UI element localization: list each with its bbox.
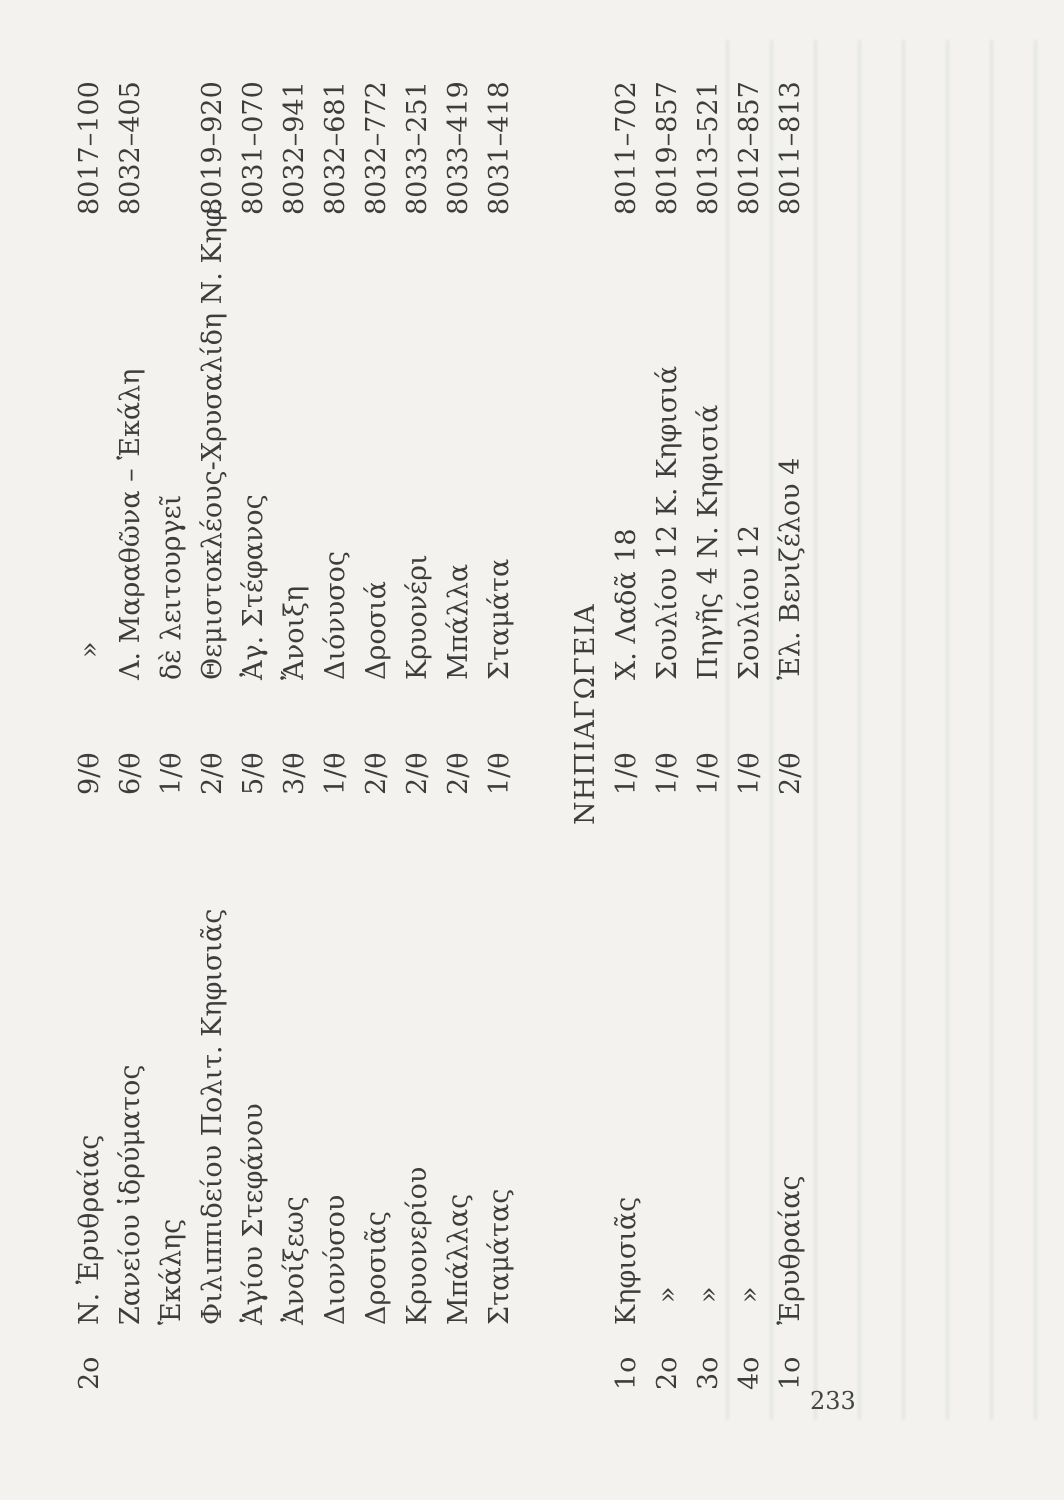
school-area: Ἑκάλης (156, 1218, 187, 1325)
school-phone: 8033–251 (402, 81, 433, 215)
table-row (152, 0, 192, 1500)
school-area: Διονύσου (320, 1194, 351, 1325)
school-shift: 3/θ (279, 752, 310, 795)
table-row (70, 0, 110, 1500)
kindergarten-phone: 8013–521 (693, 81, 724, 215)
table-row (111, 0, 151, 1500)
kindergarten-shift: 1/θ (693, 752, 724, 795)
school-address: Διόνυσος (320, 551, 351, 680)
table-row (193, 0, 233, 1500)
row-number: 2ο (652, 1356, 683, 1390)
kindergarten-phone: 8019–857 (652, 81, 683, 215)
school-area: Δροσιᾶς (361, 1211, 392, 1325)
kindergarten-address: Σουλίου 12 Κ. Κηφισιά (652, 365, 683, 680)
kindergarten-shift: 2/θ (775, 752, 806, 795)
school-address: Σταμάτα (484, 558, 515, 680)
school-area: Κρυονερίου (402, 1166, 433, 1325)
school-address: Δροσιά (361, 581, 392, 680)
kindergarten-address: Χ. Λαδᾶ 18 (611, 528, 642, 680)
page-number: 233 (810, 1387, 856, 1415)
kindergarten-phone: 8011–813 (775, 81, 806, 215)
school-shift: 1/θ (320, 752, 351, 795)
school-shift: 6/θ (115, 752, 146, 795)
school-address: Μπάλλα (443, 563, 474, 680)
school-phone: 8032–772 (361, 81, 392, 215)
school-shift: 2/θ (443, 752, 474, 795)
kindergarten-area: Κηφισιᾶς (611, 1196, 642, 1325)
table-row (689, 0, 729, 1500)
kindergarten-address: Ἐλ. Βενιζέλου 4 (775, 457, 806, 680)
school-address: Κρυονέρι (402, 554, 433, 680)
school-shift: 2/θ (197, 752, 228, 795)
school-shift: 1/θ (156, 752, 187, 795)
school-area: Ν. Ἐρυθραίας (74, 1134, 105, 1325)
kindergarten-area: » (693, 1286, 724, 1303)
table-row (275, 0, 315, 1500)
table-row (607, 0, 647, 1500)
section-heading: ΝΗΠΙΑΓΩΓΕΙΑ (570, 603, 601, 825)
row-number: 1ο (611, 1356, 642, 1390)
school-phone: 8032–681 (320, 81, 351, 215)
school-phone: 8032–405 (115, 81, 146, 215)
table-row (771, 0, 811, 1500)
kindergarten-shift: 1/θ (611, 752, 642, 795)
table-row (398, 0, 438, 1500)
kindergarten-phone: 8011–702 (611, 81, 642, 215)
table-row (730, 0, 770, 1500)
school-shift: 5/θ (238, 752, 269, 795)
school-phone: 8031–418 (484, 81, 515, 215)
kindergarten-area: » (652, 1286, 683, 1303)
row-number: 4ο (734, 1356, 765, 1390)
row-number: 1ο (775, 1356, 806, 1390)
school-area: Μπάλλας (443, 1193, 474, 1325)
school-shift: 1/θ (484, 752, 515, 795)
kindergarten-shift: 1/θ (734, 752, 765, 795)
table-row (357, 0, 397, 1500)
school-area: Φιλιππιδείου Πολιτ. Κηφισιᾶς (197, 908, 228, 1325)
table-row (316, 0, 356, 1500)
school-phone: 8033–419 (443, 81, 474, 215)
table-row (234, 0, 274, 1500)
kindergarten-address: Σουλίου 12 (734, 524, 765, 680)
school-phone: 8031–070 (238, 81, 269, 215)
school-shift: 2/θ (402, 752, 433, 795)
school-phone: 8019–920 (197, 81, 228, 215)
school-phone: 8017–100 (74, 81, 105, 215)
table-row (648, 0, 688, 1500)
table-row (439, 0, 479, 1500)
kindergarten-area: » (734, 1286, 765, 1303)
kindergarten-phone: 8012–857 (734, 81, 765, 215)
school-area: Σταμάτας (484, 1188, 515, 1325)
kindergarten-area: Ἐρυθραίας (775, 1175, 806, 1325)
school-phone: 8032–941 (279, 81, 310, 215)
row-number: 2ο (74, 1356, 105, 1390)
school-address: Ἄνοιξη (279, 585, 310, 680)
school-address: Θεμιστοκλέους-Χρυσαλίδη Ν. Κηφ. (197, 199, 228, 680)
school-address: δὲ λειτουργεῖ (156, 494, 187, 680)
table-row (480, 0, 520, 1500)
school-address: Λ. Μαραθῶνα – Ἑκάλη (115, 368, 146, 680)
kindergarten-shift: 1/θ (652, 752, 683, 795)
school-area: Ἁγίου Στεφάνου (238, 1103, 269, 1325)
school-shift: 9/θ (74, 752, 105, 795)
school-address: » (74, 641, 105, 658)
row-number: 3ο (693, 1356, 724, 1390)
school-address: Ἀγ. Στέφανος (238, 494, 269, 680)
kindergarten-address: Πηγῆς 4 Ν. Κηφισιά (693, 404, 724, 680)
school-shift: 2/θ (361, 752, 392, 795)
school-area: Ζανείου ἱδρύματος (115, 1064, 146, 1325)
school-area: Ἀνοίξεως (279, 1196, 310, 1325)
